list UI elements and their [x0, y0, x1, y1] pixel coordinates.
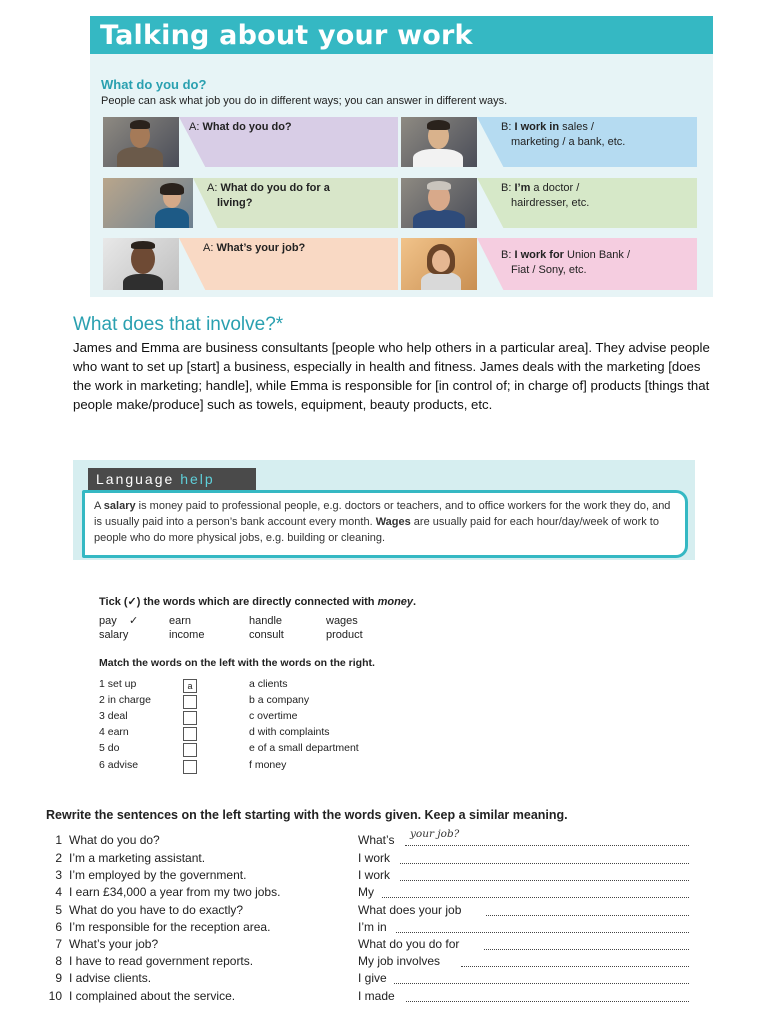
tick-word: product	[326, 629, 363, 641]
rewrite-prompt: My	[358, 885, 374, 899]
rewrite-prompt: I work	[358, 868, 391, 882]
answer-line[interactable]	[461, 956, 689, 967]
language-help-label: Language help	[96, 471, 215, 487]
involve-paragraph: James and Emma are business consultants [people who help others in a particular area]. They advise people who want to set up [start] a business, especially in health and fitness. James deals with the marketing [does the work in marketing; handle], while Emma is responsible for [in control of; in charge of] products [things that people make/produce] such as towels, equipment, beauty products, etc.	[73, 340, 710, 412]
answer-line[interactable]	[394, 973, 689, 984]
item-number: 8	[55, 954, 62, 968]
match-answer-box[interactable]	[183, 711, 197, 725]
language-help-text: A salary is money paid to professional people, e.g. doctors or teachers, and to office workers for the work they do, and is usually paid into a person’s bank account every month. Wages are usually paid for each hour/day/week of work to people who do more physical jobs, e.g. building or cleaning.	[94, 500, 671, 544]
match-instruction: Match the words on the left with the words on the right.	[99, 657, 375, 669]
page-title: Talking about your work	[100, 20, 473, 51]
section-title-what-do-you-do: What do you do?	[101, 77, 207, 92]
answer-text: B: I work for Union Bank / Fiat / Sony, etc.	[501, 249, 631, 276]
tick-word: pay	[99, 615, 117, 627]
item-number: 4	[55, 885, 62, 899]
item-number: 2	[55, 851, 62, 865]
rewrite-instruction: Rewrite the sentences on the left starting with the words given. Keep a similar meaning.	[46, 808, 568, 822]
match-left-item: 2 in charge	[99, 694, 151, 706]
answer-line[interactable]	[400, 870, 689, 881]
rewrite-source: I advise clients.	[69, 971, 152, 985]
rewrite-source: I’m a marketing assistant.	[69, 851, 206, 865]
answer-line[interactable]	[486, 905, 689, 916]
question-text: A: What do you do?	[189, 121, 292, 133]
rewrite-source: I’m responsible for the reception area.	[69, 920, 271, 934]
rewrite-prompt: I made	[358, 989, 395, 1003]
rewrite-source: What’s your job?	[69, 937, 159, 951]
match-left-item: 3 deal	[99, 710, 128, 722]
match-right-item: e of a small department	[249, 742, 359, 754]
question-text: A: What’s your job?	[203, 242, 306, 254]
rewrite-source: I earn £34,000 a year from my two jobs.	[69, 885, 281, 899]
item-number: 1	[55, 833, 62, 847]
item-number: 3	[55, 868, 62, 882]
item-number: 7	[55, 937, 62, 951]
dialogue-row-2	[103, 178, 697, 228]
rewrite-source: What do you have to do exactly?	[69, 903, 244, 917]
rewrite-prompt: My job involves	[358, 954, 441, 968]
match-right-item: d with complaints	[249, 726, 330, 738]
rewrite-source: I have to read government reports.	[69, 954, 254, 968]
item-number: 5	[55, 903, 62, 917]
match-right-item: a clients	[249, 678, 288, 690]
answer-line[interactable]	[406, 991, 689, 1002]
match-left-item: 6 advise	[99, 759, 139, 771]
rewrite-prompt: What do you do for	[358, 937, 460, 951]
tick-word: wages	[326, 615, 358, 627]
section-subtitle: People can ask what job you do in different ways; you can answer in different ways.	[101, 95, 508, 107]
person-photo	[401, 238, 477, 290]
match-answer-box[interactable]	[183, 727, 197, 741]
person-photo	[103, 238, 179, 290]
match-right-item: c overtime	[249, 710, 298, 722]
answer-line[interactable]	[382, 887, 689, 898]
match-answer-box[interactable]	[183, 760, 197, 774]
rewrite-prompt: I work	[358, 851, 391, 865]
tick-word: consult	[249, 629, 284, 641]
tick-instruction: Tick (✓) the words which are directly connected with money.	[99, 596, 417, 608]
person-photo	[103, 178, 193, 228]
item-number: 9	[55, 971, 62, 985]
answer-text: B: I’m a doctor / hairdresser, etc.	[501, 182, 590, 209]
match-right-item: b a company	[249, 694, 310, 706]
tick-mark: ✓	[129, 615, 139, 627]
rewrite-prompt: I’m in	[358, 920, 387, 934]
dialogue-row-3	[103, 238, 697, 290]
rewrite-source: I’m employed by the government.	[69, 868, 247, 882]
match-right-item: f money	[249, 759, 287, 771]
rewrite-prompt: What’s	[358, 833, 395, 847]
tick-word: income	[169, 629, 205, 641]
rewrite-source: I complained about the service.	[69, 989, 236, 1003]
dialogue-row-1	[103, 117, 697, 167]
person-photo	[401, 178, 477, 228]
tick-word: earn	[169, 615, 192, 627]
tick-word: salary	[99, 629, 129, 641]
rewrite-prompt: What does your job	[358, 903, 462, 917]
match-answer-box[interactable]: a	[183, 679, 197, 693]
item-number: 10	[48, 989, 62, 1003]
answer-line[interactable]	[400, 853, 689, 864]
person-photo	[103, 117, 179, 167]
match-left-item: 5 do	[99, 742, 120, 754]
person-photo	[401, 117, 477, 167]
answer-text: B: I work in sales / marketing / a bank, etc.	[501, 121, 626, 148]
match-answer-box[interactable]	[183, 695, 197, 709]
item-number: 6	[55, 920, 62, 934]
answer-line[interactable]	[396, 922, 689, 933]
rewrite-prompt: I give	[358, 971, 387, 985]
section-title-involve: What does that involve?*	[73, 314, 284, 335]
match-left-item: 1 set up	[99, 678, 137, 690]
tick-word: handle	[249, 615, 283, 627]
match-left-item: 4 earn	[99, 726, 129, 738]
rewrite-source: What do you do?	[69, 833, 160, 847]
question-text: A: What do you do for a living?	[207, 182, 330, 209]
match-answer-box[interactable]	[183, 743, 197, 757]
handwritten-answer: your job?	[410, 828, 460, 840]
answer-line[interactable]	[484, 939, 689, 950]
